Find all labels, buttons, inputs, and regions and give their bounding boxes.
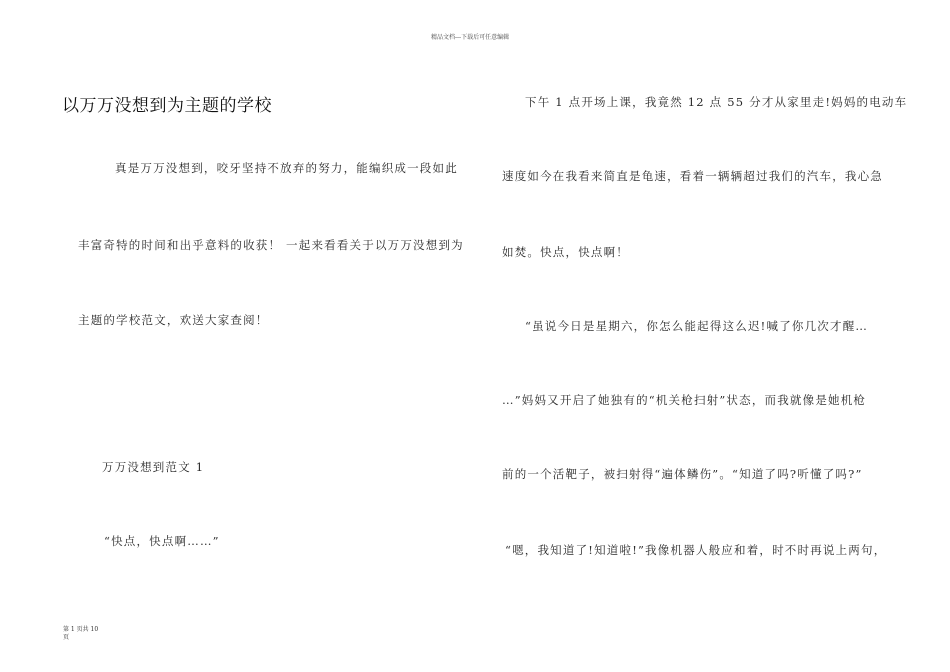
page-number-line: 页 xyxy=(63,634,70,641)
right-paragraph-line: “虽说今日是星期六，你怎么能起得这么迟!喊了你几次才醒… xyxy=(525,319,869,333)
document-title: 以万万没想到为主题的学校 xyxy=(62,96,272,116)
header-note: 精品文档---下载后可任意编辑 xyxy=(431,34,510,41)
left-paragraph-line: 丰富奇特的时间和出乎意料的收获！ 一起来看看关于以万万没想到为 xyxy=(78,238,464,252)
right-paragraph-line: 下午 1 点开场上课，我竟然 12 点 55 分才从家里走!妈妈的电动车 xyxy=(525,95,908,109)
page-number-line: 第 1 页共 10 xyxy=(63,626,99,633)
left-paragraph-line: 主题的学校范文，欢送大家查阅！ xyxy=(78,313,269,327)
left-paragraph-line: 真是万万没想到，咬牙坚持不放弃的努力，能编织成一段如此 xyxy=(115,161,458,175)
right-paragraph-line: 速度如今在我看来简直是龟速，看着一辆辆超过我们的汽车，我心急 xyxy=(502,169,883,183)
left-paragraph-line: “快点，快点啊……” xyxy=(104,534,220,548)
right-paragraph-line: …”妈妈又开启了她独有的“机关枪扫射”状态，而我就像是她机枪 xyxy=(502,393,867,407)
right-paragraph-line: “嗯，我知道了!知道啦!”我像机器人般应和着，时不时再说上两句， xyxy=(505,543,887,557)
section-heading: 万万没想到范文 1 xyxy=(102,460,205,474)
right-paragraph-line: 前的一个活靶子，被扫射得“遍体鳞伤”。“知道了吗?听懂了吗?” xyxy=(502,467,863,481)
page-number xyxy=(63,626,98,642)
right-paragraph-line: 如焚。快点，快点啊！ xyxy=(502,245,629,259)
